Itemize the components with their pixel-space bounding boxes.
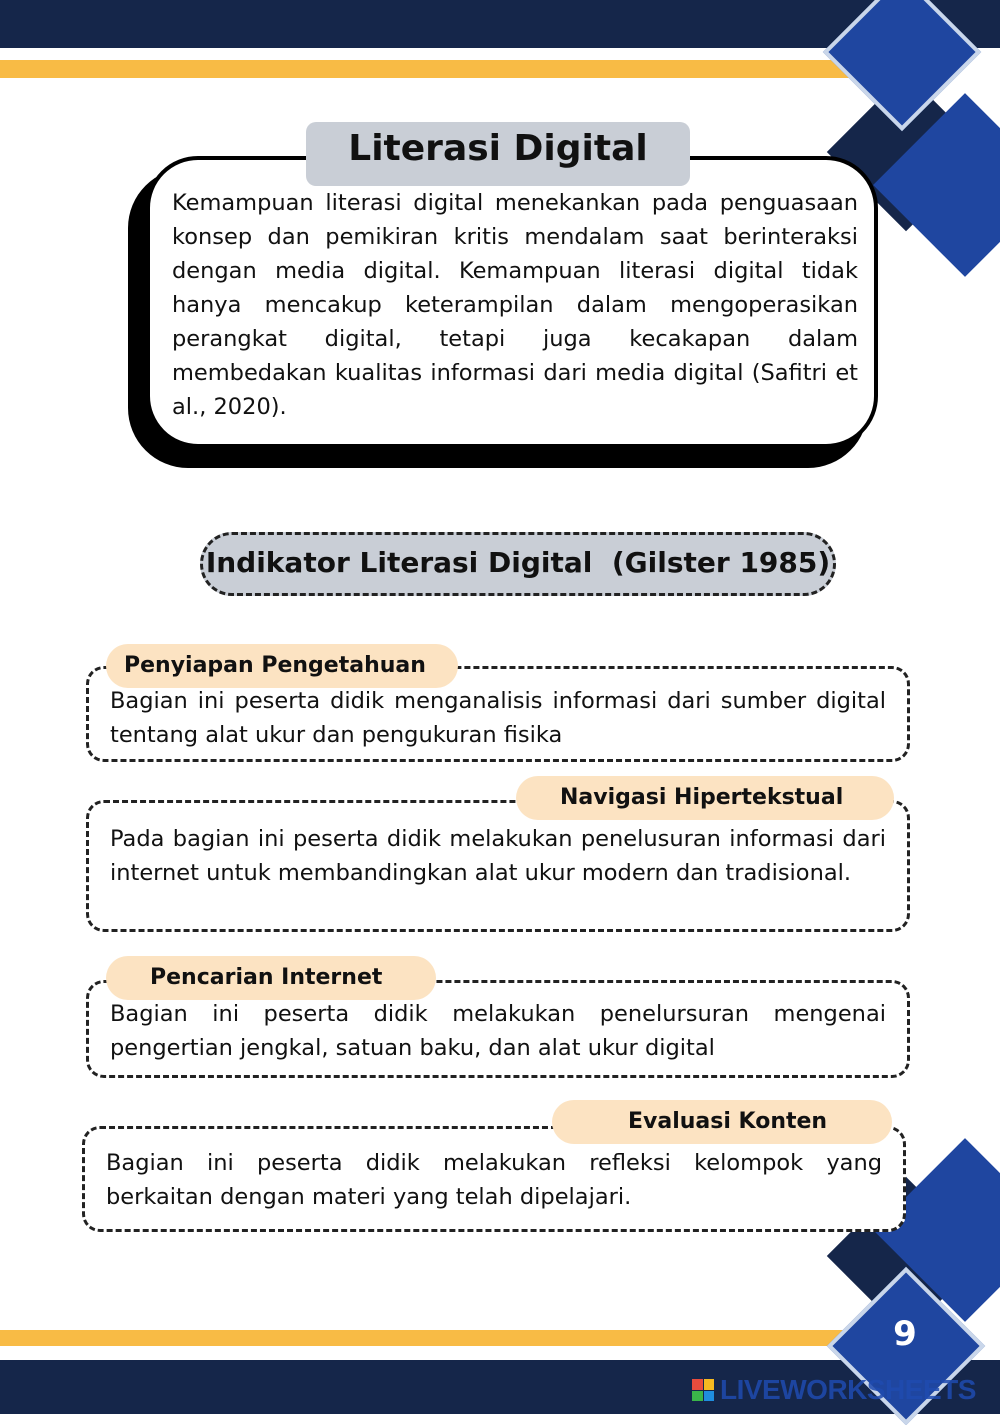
indicator-label-4: Evaluasi Konten: [552, 1100, 892, 1144]
indicator-text-1: Bagian ini peserta didik menganalisis informasi dari sumber digital tentang alat ukur dan pengukuran fisika: [110, 688, 886, 748]
page-number: 9: [893, 1314, 917, 1354]
indicator-text-4: Bagian ini peserta didik melakukan refleksi kelompok yang berkaitan dengan materi yang telah dipelajari.: [106, 1150, 882, 1210]
liveworksheets-watermark: [692, 1372, 976, 1408]
liveworksheets-logo-icon: [692, 1379, 714, 1401]
indicator-text-3: Bagian ini peserta didik melakukan penelursuran mengenai pengertian jengkal, satuan baku, dan alat ukur digital: [110, 1001, 886, 1061]
indicator-label-3: Pencarian Internet: [106, 956, 436, 1000]
intro-paragraph: Kemampuan literasi digital menekankan pada penguasaan konsep dan pemikiran kritis mendalam saat berinteraksi dengan media digital. Kemampuan literasi digital tidak hanya mencakup keterampilan dalam mengoperasikan perangkat digital, tetapi juga kecakapan dalam membedakan kualitas informasi dari media digital (Safitri et al., 2020).: [172, 190, 858, 420]
top-gold-stripe: [0, 60, 860, 78]
indicator-label-2: Navigasi Hipertekstual: [516, 776, 894, 820]
indicator-heading: Indikator Literasi Digital (Gilster 1985): [205, 546, 831, 579]
indicator-text-2: Pada bagian ini peserta didik melakukan penelusuran informasi dari internet untuk membandingkan alat ukur modern dan tradisional.: [110, 826, 886, 886]
intro-title: Literasi Digital: [348, 128, 648, 169]
watermark-text: LIVEWORKSHEETS: [720, 1374, 976, 1405]
bottom-gold-stripe: [0, 1330, 900, 1346]
indicator-label-1: Penyiapan Pengetahuan: [106, 644, 458, 688]
